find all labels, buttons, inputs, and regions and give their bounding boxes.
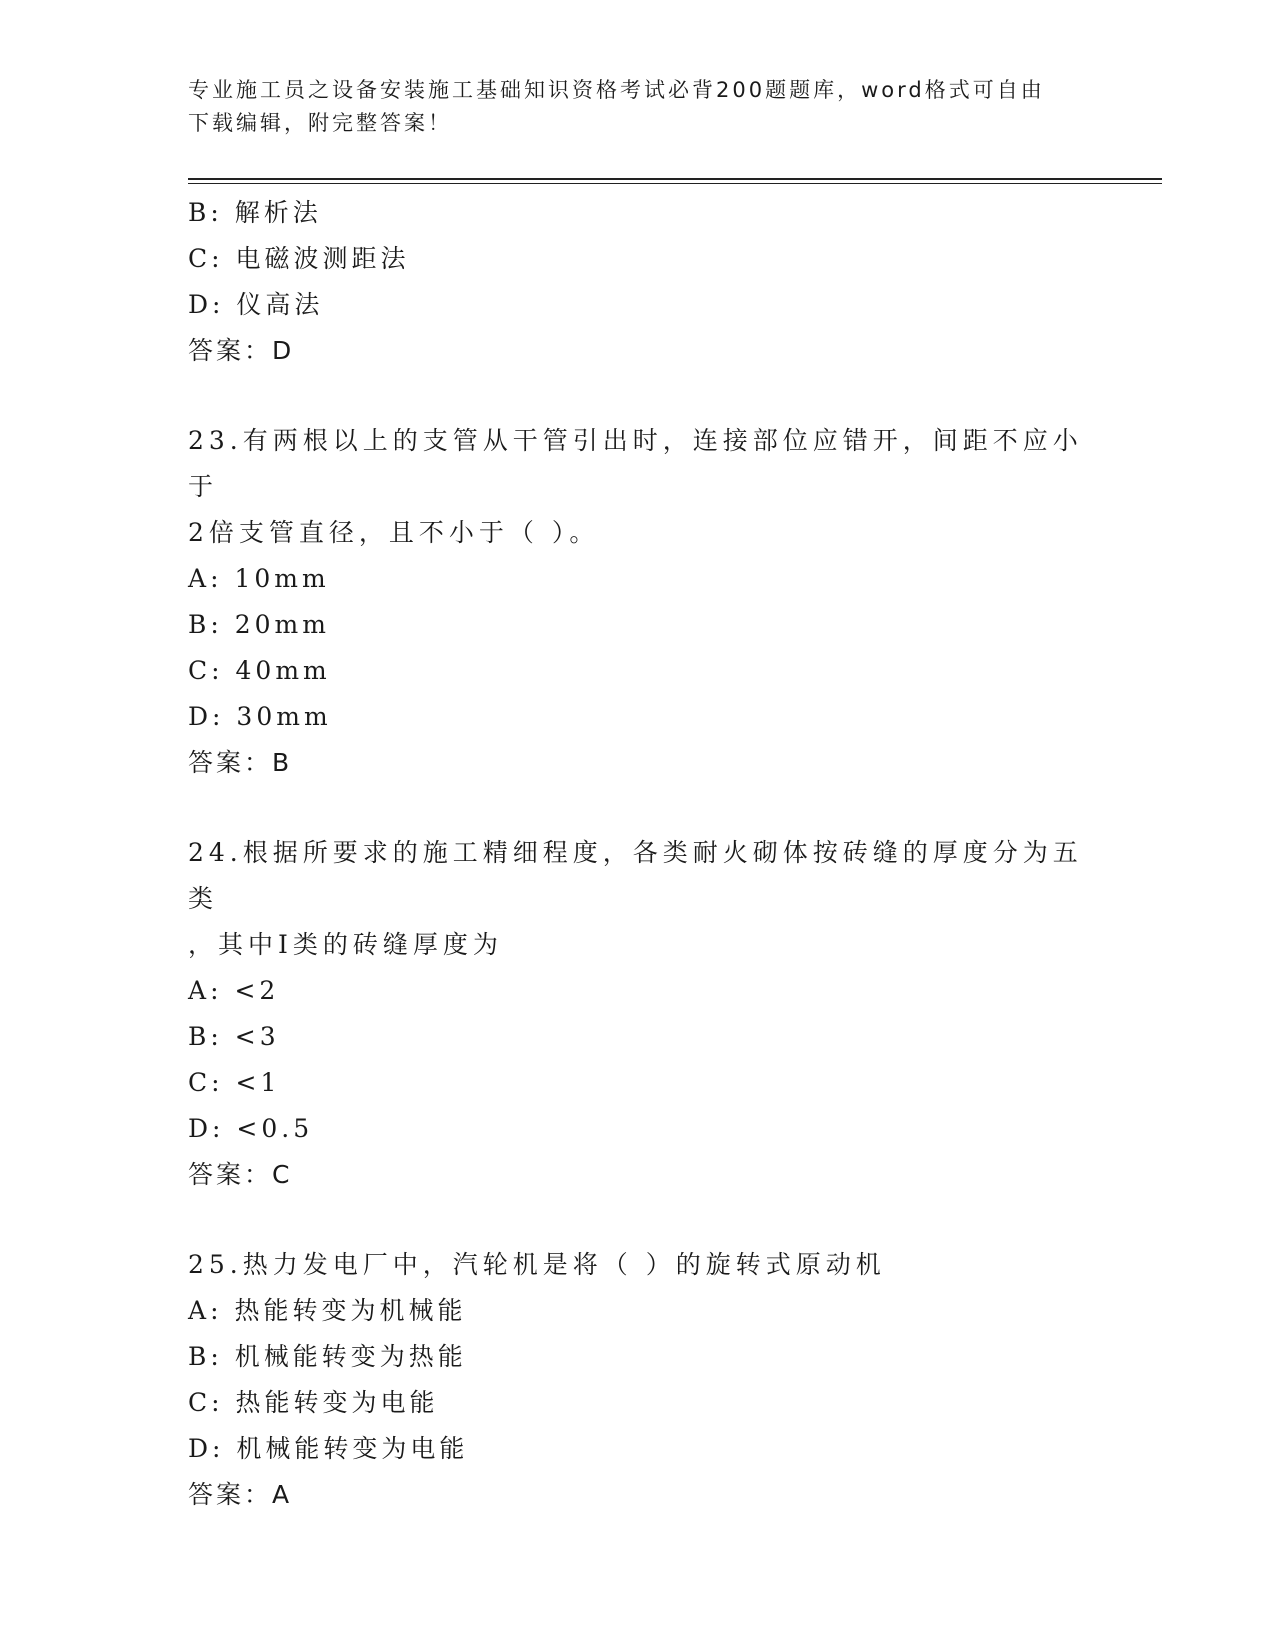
option-b: B: 20mm — [188, 610, 330, 639]
option-d: D: 仪高法 — [188, 290, 324, 319]
answer-line: 答案：B — [188, 748, 293, 777]
option-d: D: <0.5 — [188, 1114, 314, 1143]
header-line-2: 下载编辑，附完整答案！ — [188, 111, 452, 135]
option-c: C: 热能转变为电能 — [188, 1388, 439, 1417]
document-header — [188, 74, 1088, 140]
question-text-line: 24.根据所要求的施工精细程度，各类耐火砌体按砖缝的厚度分为五类 — [188, 838, 1083, 913]
question-text-line: 2倍支管直径，且不小于（ ）。 — [188, 518, 600, 547]
option-c: C: <1 — [188, 1068, 281, 1097]
question-23 — [188, 418, 1088, 786]
option-a: A: 热能转变为机械能 — [188, 1296, 467, 1325]
partial-question — [188, 190, 1088, 374]
option-b: B: 机械能转变为热能 — [188, 1342, 467, 1371]
header-line-1: 专业施工员之设备安装施工基础知识资格考试必背200题题库，word格式可自由 — [188, 78, 1045, 102]
header-divider-thin — [188, 183, 1162, 184]
option-b: B: <3 — [188, 1022, 280, 1051]
header-divider-thick — [188, 178, 1162, 180]
document-body — [188, 190, 1088, 1518]
option-d: D: 30mm — [188, 702, 332, 731]
question-text-line: 23.有两根以上的支管从干管引出时，连接部位应错开，间距不应小于 — [188, 426, 1083, 501]
option-d: D: 机械能转变为电能 — [188, 1434, 469, 1463]
option-a: A: 10mm — [188, 564, 330, 593]
question-text-line: ，其中Ⅰ类的砖缝厚度为 — [188, 930, 503, 959]
question-24 — [188, 830, 1088, 1198]
option-a: A: <2 — [188, 976, 280, 1005]
answer-line: 答案：A — [188, 1480, 293, 1509]
answer-line: 答案：D — [188, 336, 295, 365]
option-c: C: 电磁波测距法 — [188, 244, 410, 273]
option-c: C: 40mm — [188, 656, 331, 685]
question-text-line: 25.热力发电厂中，汽轮机是将（ ）的旋转式原动机 — [188, 1250, 886, 1279]
option-b: B: 解析法 — [188, 198, 322, 227]
answer-line: 答案：C — [188, 1160, 293, 1189]
question-25 — [188, 1242, 1088, 1518]
